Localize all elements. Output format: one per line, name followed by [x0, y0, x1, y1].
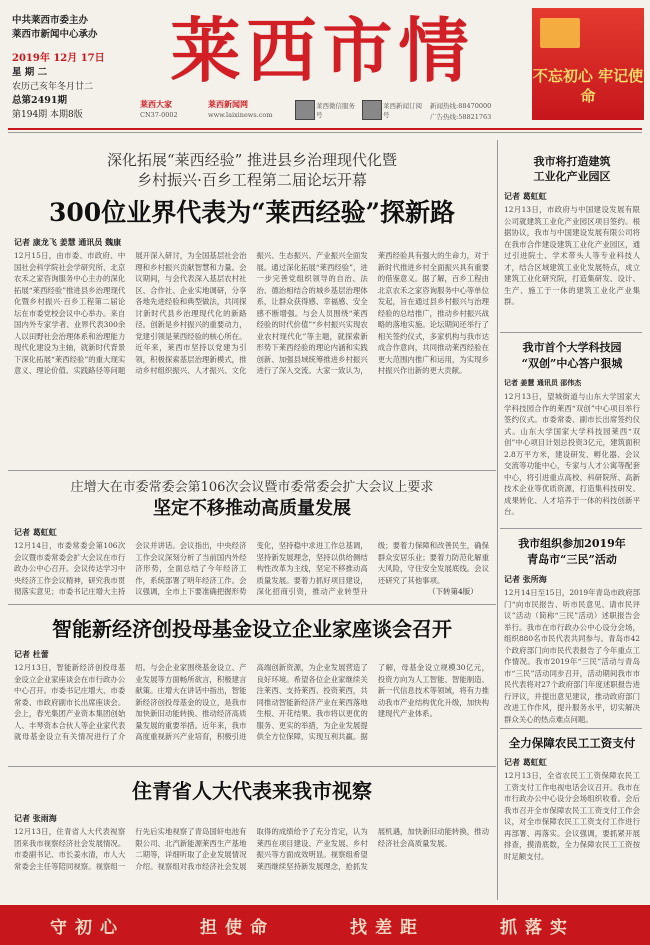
divider — [8, 604, 496, 605]
divider — [500, 728, 642, 729]
news-hotline: 新闻热线:88470000 — [430, 102, 492, 110]
divider — [8, 470, 496, 471]
brand-two: 莱西新闻网 — [208, 99, 248, 109]
story4-headline: 住青省人大代表来我市视察 — [132, 779, 372, 803]
side4-body: 12月13日，全省农民工工资保障农民工工资支付工作电视电话会议召开。我市在市行政办公中心设分会场组织收看。会后我市召开全市保障农民工工资支付工作会议，对全市保障农民工工资支付工作进行再部署、再落实。会议强调，要抓紧开展排查，摸清底数，全力保障农民工工资按时足额支付。 — [504, 771, 640, 861]
media-bar — [140, 100, 530, 124]
organizer: 莱西市新闻中心承办 — [12, 29, 98, 40]
lead-kicker-1: 深化拓展“莱西经验” 推进县乡治理现代化暨 — [106, 151, 398, 169]
header-rule — [8, 128, 642, 130]
side2-body: 12月13日，望城街道与山东大学国家大学科技园合作的莱西“双创”中心项目举行签约仪式。市委常委、副市长出席签约仪式。山东大学国家大学科技园莱西“双创”中心项目计划总投资3亿元，建筑面积2.8万平方米，建设研发、孵化器、会议交流等功能中心，专家与人才公寓等配套中心，将引进重点高校、科研院所、高新技术企业等优质资源，打造集科技研发、成果转化、人才培养于一体的科技创新平台。 — [504, 392, 640, 516]
footer-slogan-2: 担使命 — [200, 918, 275, 938]
story4-body: 12月13日，住青省人大代表视察团来我市视察经济社会发展情况。市委副书记、市长姜水清，市人大常委会主任等陪同视察。视察组一行先后实地视察了青岛国轩电池有限公司、北汽新能源莱西生产基地二期等，详细听取了企业发展情况介绍。视察组对我市经济社会发展取得的成绩给予了充分肯定，认为莱西在项目建设、产业发展、乡村振兴等方面成效明显。视察组希望莱西继续坚持新发展理念，抢抓发展机遇，加快新旧动能转换，推动经济社会高质量发展。 — [14, 827, 489, 871]
divider — [500, 332, 642, 333]
story2-body: 12月14日，市委常委会第106次会议暨市委常委会扩大会议在市行政办公中心召开。会议传达学习中央经济工作会议精神，研究我市贯彻落实意见；市委书记庄增大主持会议并讲话。会议指出，中央经济工作会议深刻分析了当前国内外经济形势，全面总结了今年经济工作，系统部署了明年经济工作。会议强调，全市上下要准确把握形势变化，坚持稳中求进工作总基调，坚持新发展理念，坚持以供给侧结构性改革为主线，坚定不移推动高质量发展。要着力抓好项目建设，深化招商引资，推动产业转型升级；要着力保障和改善民生，确保群众安居乐业；要着力防范化解重大风险，守住安全发展底线。会议还研究了其他事项。 — [14, 541, 489, 596]
brand-one-code: CN37-0002 — [140, 111, 178, 119]
party-flag-icon — [540, 18, 580, 48]
footer-slogan-1: 守初心 — [50, 918, 125, 938]
story3-body: 12月13日，智能新经济创投母基金设立企业家座谈会在市行政办公中心召开。市委书记庄增大、市委常委、市政府副市长出席座谈会。会上，春光集团产业资本集团创始人、丰琴资本合伙人等企业家代表就母基金设立有关情况进行了介绍。与会企业家围绕基金设立、产业发展等方面畅所欲言，积极建言献策。庄增大在讲话中指出，智能新经济创投母基金的设立，是我市加快新旧动能转换、推动经济高质量发展的重要举措。近年来，我市高度重视新兴产业培育，积极引进高端创新资源，为企业发展营造了良好环境。希望各位企业家继续关注莱西、支持莱西、投资莱西，共同推动智能新经济产业在莱西落地生根、开花结果。我市将以更优的服务、更实的举措，为企业发展提供全方位保障，实现互利共赢。据了解，母基金设立规模30亿元，投资方向为人工智能、智能制造、新一代信息技术等领域，将有力推动我市产业结构优化升级，加快构建现代产业体系。 — [14, 663, 489, 741]
side2-title-line1: 我市首个大学科技园 — [522, 341, 622, 354]
issue-date: 2019年 12月 17日 — [12, 53, 105, 64]
lead-headline: 300位业界代表为“莱西经验”探新路 — [49, 198, 455, 227]
column-divider — [497, 140, 498, 900]
qr-code-icon — [295, 100, 315, 120]
story3-headline: 智能新经济创投母基金设立企业家座谈会召开 — [52, 617, 452, 641]
side4-byline: 记者 葛虹虹 — [504, 757, 547, 767]
lunar-date: 农历己亥年冬月廿二 — [12, 82, 94, 92]
brand-two-url: www.laixinews.com — [208, 111, 273, 119]
side2-byline: 记者 姜慧 通讯员 邵伟杰 — [504, 378, 582, 387]
side4-title: 全力保障农民工工资支付 — [508, 736, 636, 750]
story2-byline: 记者 葛虹虹 — [14, 527, 57, 537]
brand-one: 莱西大家 — [140, 99, 172, 109]
side1-body: 12月13日，市政府与中国建设发展有限公司就建筑工业化产业园区项目签约。根据协议，我市与中国建设发展有限公司将在我市合作建设建筑工业化产业园区，通过引进院士、学术带头人等专业科技人才，结合区域建筑工业化发展特点，成立建筑工业化研究院，打造集研发、设计、生产、施工于一体的建筑工业化产业集群。 — [504, 205, 640, 306]
divider — [500, 528, 642, 529]
qr-code-icon — [362, 100, 382, 120]
side1-title-line1: 我市将打造建筑 — [533, 155, 611, 168]
divider — [8, 766, 496, 767]
side3-title-line2: 青岛市“三民”活动 — [527, 553, 617, 566]
footer-slogan-4: 抓落实 — [500, 918, 575, 938]
ad-hotline: 广告热线:58821763 — [430, 113, 492, 121]
wechat-service: 莱西微信服务号 — [316, 102, 355, 119]
side1-byline: 记者 葛虹虹 — [504, 191, 547, 201]
side3-body: 12月14日至15日，2019年青岛市政府部门“向市民报告、听市民意见、请市民评议”活动（简称“三民”活动）述职报告会举行。我市在市行政办公中心设分会场，组织880名市民代表共同参与。青岛市42个政府部门向市民代表报告了今年重点工作情况。我市2019年“三民”活动与青岛市“三民”活动同步召开，活动期间我市市民代表将对27个政府部门年度述职报告进行评议，并提出意见建议，推动政府部门改进工作作风，提升服务水平，切实解决群众关心的热点难点问题。 — [504, 588, 640, 723]
story2-kicker: 庄增大在市委常委会第106次会议暨市委常委会扩大会议上要求 — [70, 480, 434, 495]
side3-title-line1: 我市组织参加2019年 — [518, 537, 626, 550]
slogan-banner — [532, 8, 644, 120]
story4-byline: 记者 张雨海 — [14, 813, 57, 823]
wechat-subscribe: 莱西新闻订阅号 — [383, 102, 422, 119]
sponsor: 中共莱西市委主办 — [12, 15, 89, 26]
side3-byline: 记者 张所海 — [504, 574, 547, 584]
story2-headline: 坚定不移推动高质量发展 — [153, 498, 351, 519]
side1-title-line2: 工业化产业园区 — [533, 170, 611, 183]
side2-title-line2: “双创”中心答户狠城 — [521, 357, 623, 370]
lead-body: 12月15日，由市委、市政府、中国社会科学院社会学研究所、北京农禾之家咨询服务中心主办的深化拓展“莱西经验”推进县乡治理现代化暨乡村振兴·百乡工程第二届论坛在市委党校会议中心举办。来自国内外专家学者、业界代表300余人以田野社会治理体系和治理能力现代化建设为主轴，就新时代背景下深化拓展“莱西经验”的重大现实意义、理论价值、实践路径等问题展开深入研讨，为全国基层社会治理和乡村振兴贡献智慧和力量。会议期间，与会代表深入基层农村社区、合作社、企业实地调研，分享各地先进经验和典型做法，共同探讨新时代县乡治理现代化的新路径。创新是乡村振兴的重要动力，党建引领是莱西经验的核心所在。近年来，莱西市坚持以党建为引领，积极探索基层治理新模式，推动乡村组织振兴、人才振兴、文化振兴、生态振兴、产业振兴全面发展。通过深化拓展“莱西经验”，进一步完善党组织领导的自治、法治、德治相结合的城乡基层治理体系，让群众获得感、幸福感、安全感不断增强。与会人员围绕“莱西经验的时代价值”“乡村振兴实现农业农村现代化”等主题，就探索新形势下莱西经验的理论内涵和实践创新、加强县域统筹推进乡村振兴进行了深入交流。大家一致认为，莱西经验具有强大的生命力，对于新时代推进乡村全面振兴具有重要的借鉴意义。据了解，百乡工程由北京农禾之家咨询服务中心等单位发起，旨在通过县乡村振兴与治理经验的总结推广，推动乡村振兴战略的落地实施。论坛期间还举行了相关签约仪式，多家机构与我市达成合作意向，共同推动莱西经验在更大范围内推广和运用，为实现乡村振兴作出新的更大贡献。 — [14, 251, 489, 375]
footer-slogan-3: 找差距 — [350, 918, 425, 938]
total-issue: 总第2491期 — [12, 95, 67, 106]
lead-kicker-2: 乡村振兴·百乡工程第二届论坛开幕 — [137, 171, 367, 189]
story3-byline: 记者 杜蕾 — [14, 649, 49, 659]
continued-note: （下转第4版） — [428, 587, 478, 596]
footer-banner — [0, 905, 650, 945]
masthead-logo: 莱西市情 — [170, 9, 475, 92]
header-info — [12, 14, 130, 122]
header-rule-thin — [8, 132, 642, 133]
weekday: 星 期 二 — [12, 67, 48, 78]
lead-byline: 记者 康龙飞 姜慧 通讯员 魏康 — [14, 237, 122, 247]
issue-number: 第194期 本期8版 — [12, 110, 83, 120]
slogan-text: 不忘初心 牢记使命 — [532, 67, 644, 105]
